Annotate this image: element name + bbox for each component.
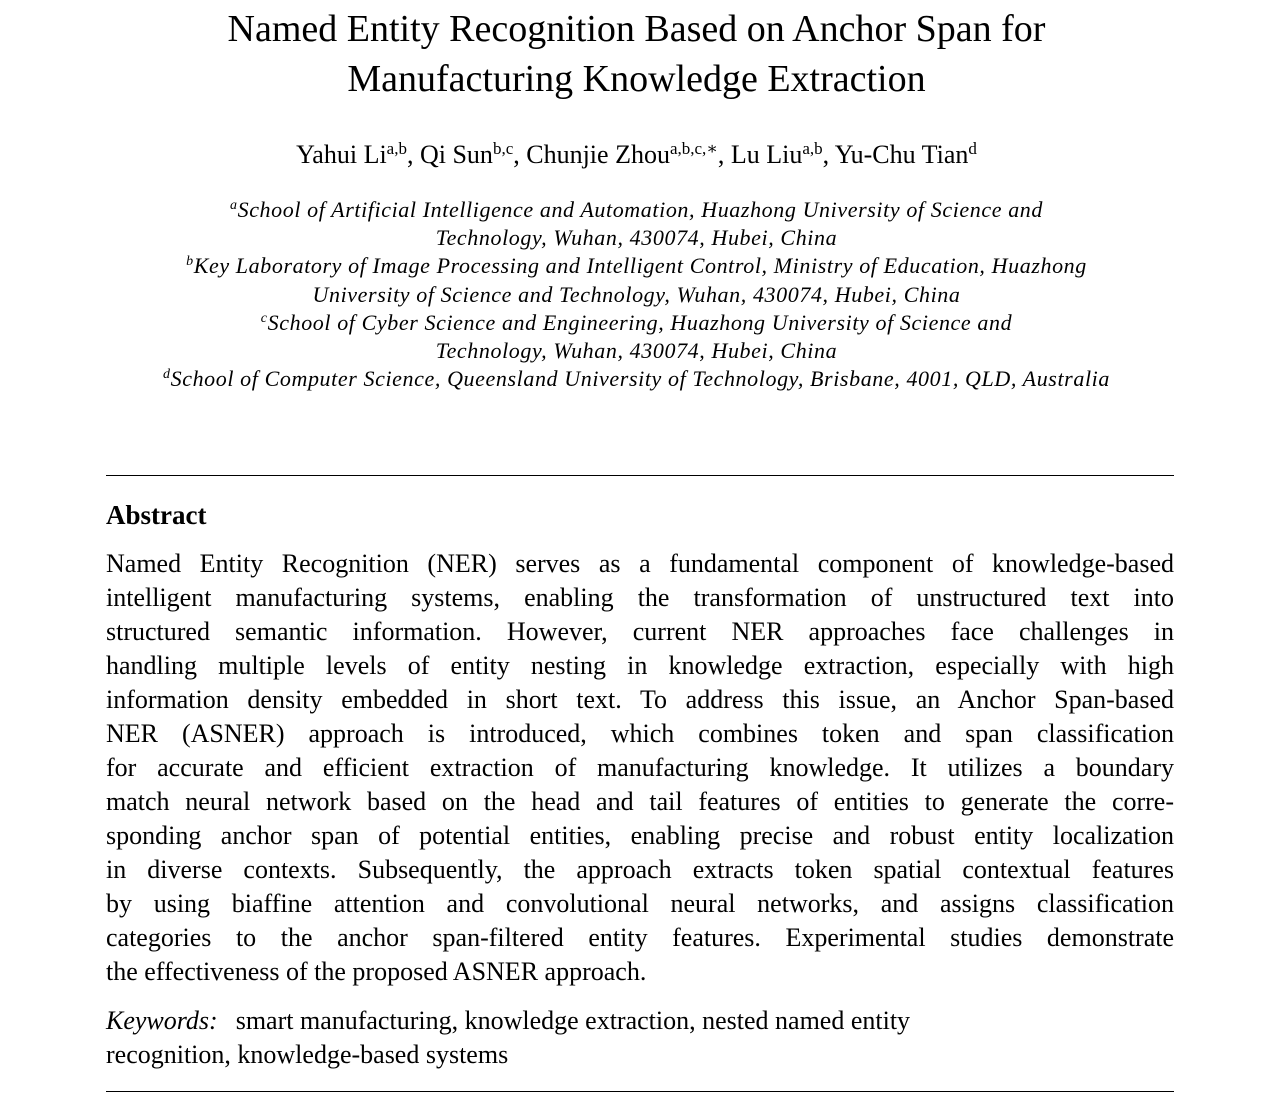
abstract-line: in diverse contexts. Subsequently, the approach extracts token spatial contextual features	[106, 855, 1174, 884]
author: Qi Sun$^{b,c}$	[419, 139, 514, 169]
author-list: Yahui Li$^{a,b}$, Qi Sun$^{b,c}$, Chunjie Zhou$^{a,b,c,∗}$, Lu Liu$^{a,b}$, Yu-Chu Tian$^d$	[296, 139, 977, 169]
top-divider	[106, 475, 1174, 476]
abstract-line: sponding anchor span of potential entities, enabling precise and robust entity localization	[106, 821, 1174, 850]
abstract-line: match neural network based on the head and tail features of entities to generate the corre-	[106, 787, 1174, 816]
author-affiliation-mark: a,b,c,∗	[669, 139, 718, 158]
keywords-text: smart manufacturing, knowledge extraction, nested named entity	[235, 1006, 911, 1035]
abstract-body	[106, 547, 1174, 989]
abstract-line: NER (ASNER) approach is introduced, which combines token and span classification	[106, 719, 1174, 748]
keywords-text: recognition, knowledge-based systems	[106, 1040, 509, 1069]
author: Lu Liu$^{a,b}$	[730, 139, 823, 169]
bottom-divider	[106, 1091, 1174, 1092]
affiliation-list	[80, 196, 1193, 393]
paper-title	[0, 4, 1273, 104]
author: Yu-Chu Tian$^d$	[834, 139, 977, 169]
abstract-line: Named Entity Recognition (NER) serves as a fundamental component of knowledge-based	[106, 549, 1174, 578]
abstract-line: handling multiple levels of entity nesting in knowledge extraction, especially with high	[106, 651, 1174, 680]
author: Yahui Li$^{a,b}$	[296, 139, 407, 169]
abstract-line: for accurate and efficient extraction of manufacturing knowledge. It utilizes a boundary	[106, 753, 1174, 782]
affiliation: $^a$School of Artificial Intelligence and Automation, Huazhong University of Science and Technology, Wuhan, 430074, Hubei, China	[229, 197, 1043, 251]
author-affiliation-mark: d	[968, 139, 977, 158]
title-line-1: Named Entity Recognition Based on Anchor Span for	[227, 8, 1046, 50]
abstract-line: information density embedded in short text. To address this issue, an Anchor Span-based	[106, 685, 1174, 714]
keywords	[106, 1004, 1066, 1072]
author-affiliation-mark: a,b	[802, 139, 823, 158]
author: Chunjie Zhou$^{a,b,c,∗}$	[526, 139, 718, 169]
author-affiliation-mark: b,c	[492, 139, 514, 158]
abstract-line: by using biaffine attention and convolutional neural networks, and assigns classification	[106, 889, 1174, 918]
affiliation-mark: c	[260, 310, 268, 326]
abstract-line: categories to the anchor span-filtered entity features. Experimental studies demonstrate	[106, 923, 1174, 952]
affiliation: $^d$School of Computer Science, Queensland University of Technology, Brisbane, 4001, QLD, Australia	[163, 366, 1110, 392]
affiliation: $^b$Key Laboratory of Image Processing and Intelligent Control, Ministry of Education, Huazhong University of Science and Technology, Wuhan, 430074, Hubei, China	[186, 253, 1087, 307]
affiliation: $^c$School of Cyber Science and Engineering, Huazhong University of Science and Technology, Wuhan, 430074, Hubei, China	[260, 309, 1013, 364]
abstract-line: intelligent manufacturing systems, enabling the transformation of unstructured text into	[106, 583, 1174, 612]
author-affiliation-mark: a,b	[386, 139, 407, 158]
affiliation-mark: a	[229, 198, 238, 213]
keywords-label: Keywords:	[106, 1006, 218, 1035]
abstract-line: the effectiveness of the proposed ASNER approach.	[106, 957, 647, 986]
title-line-2: Manufacturing Knowledge Extraction	[347, 58, 926, 100]
affiliation-mark: b	[186, 254, 194, 270]
abstract-line: structured semantic information. However, current NER approaches face challenges in	[106, 617, 1174, 646]
abstract-heading: Abstract	[106, 500, 207, 530]
affiliation-mark: d	[163, 367, 171, 383]
